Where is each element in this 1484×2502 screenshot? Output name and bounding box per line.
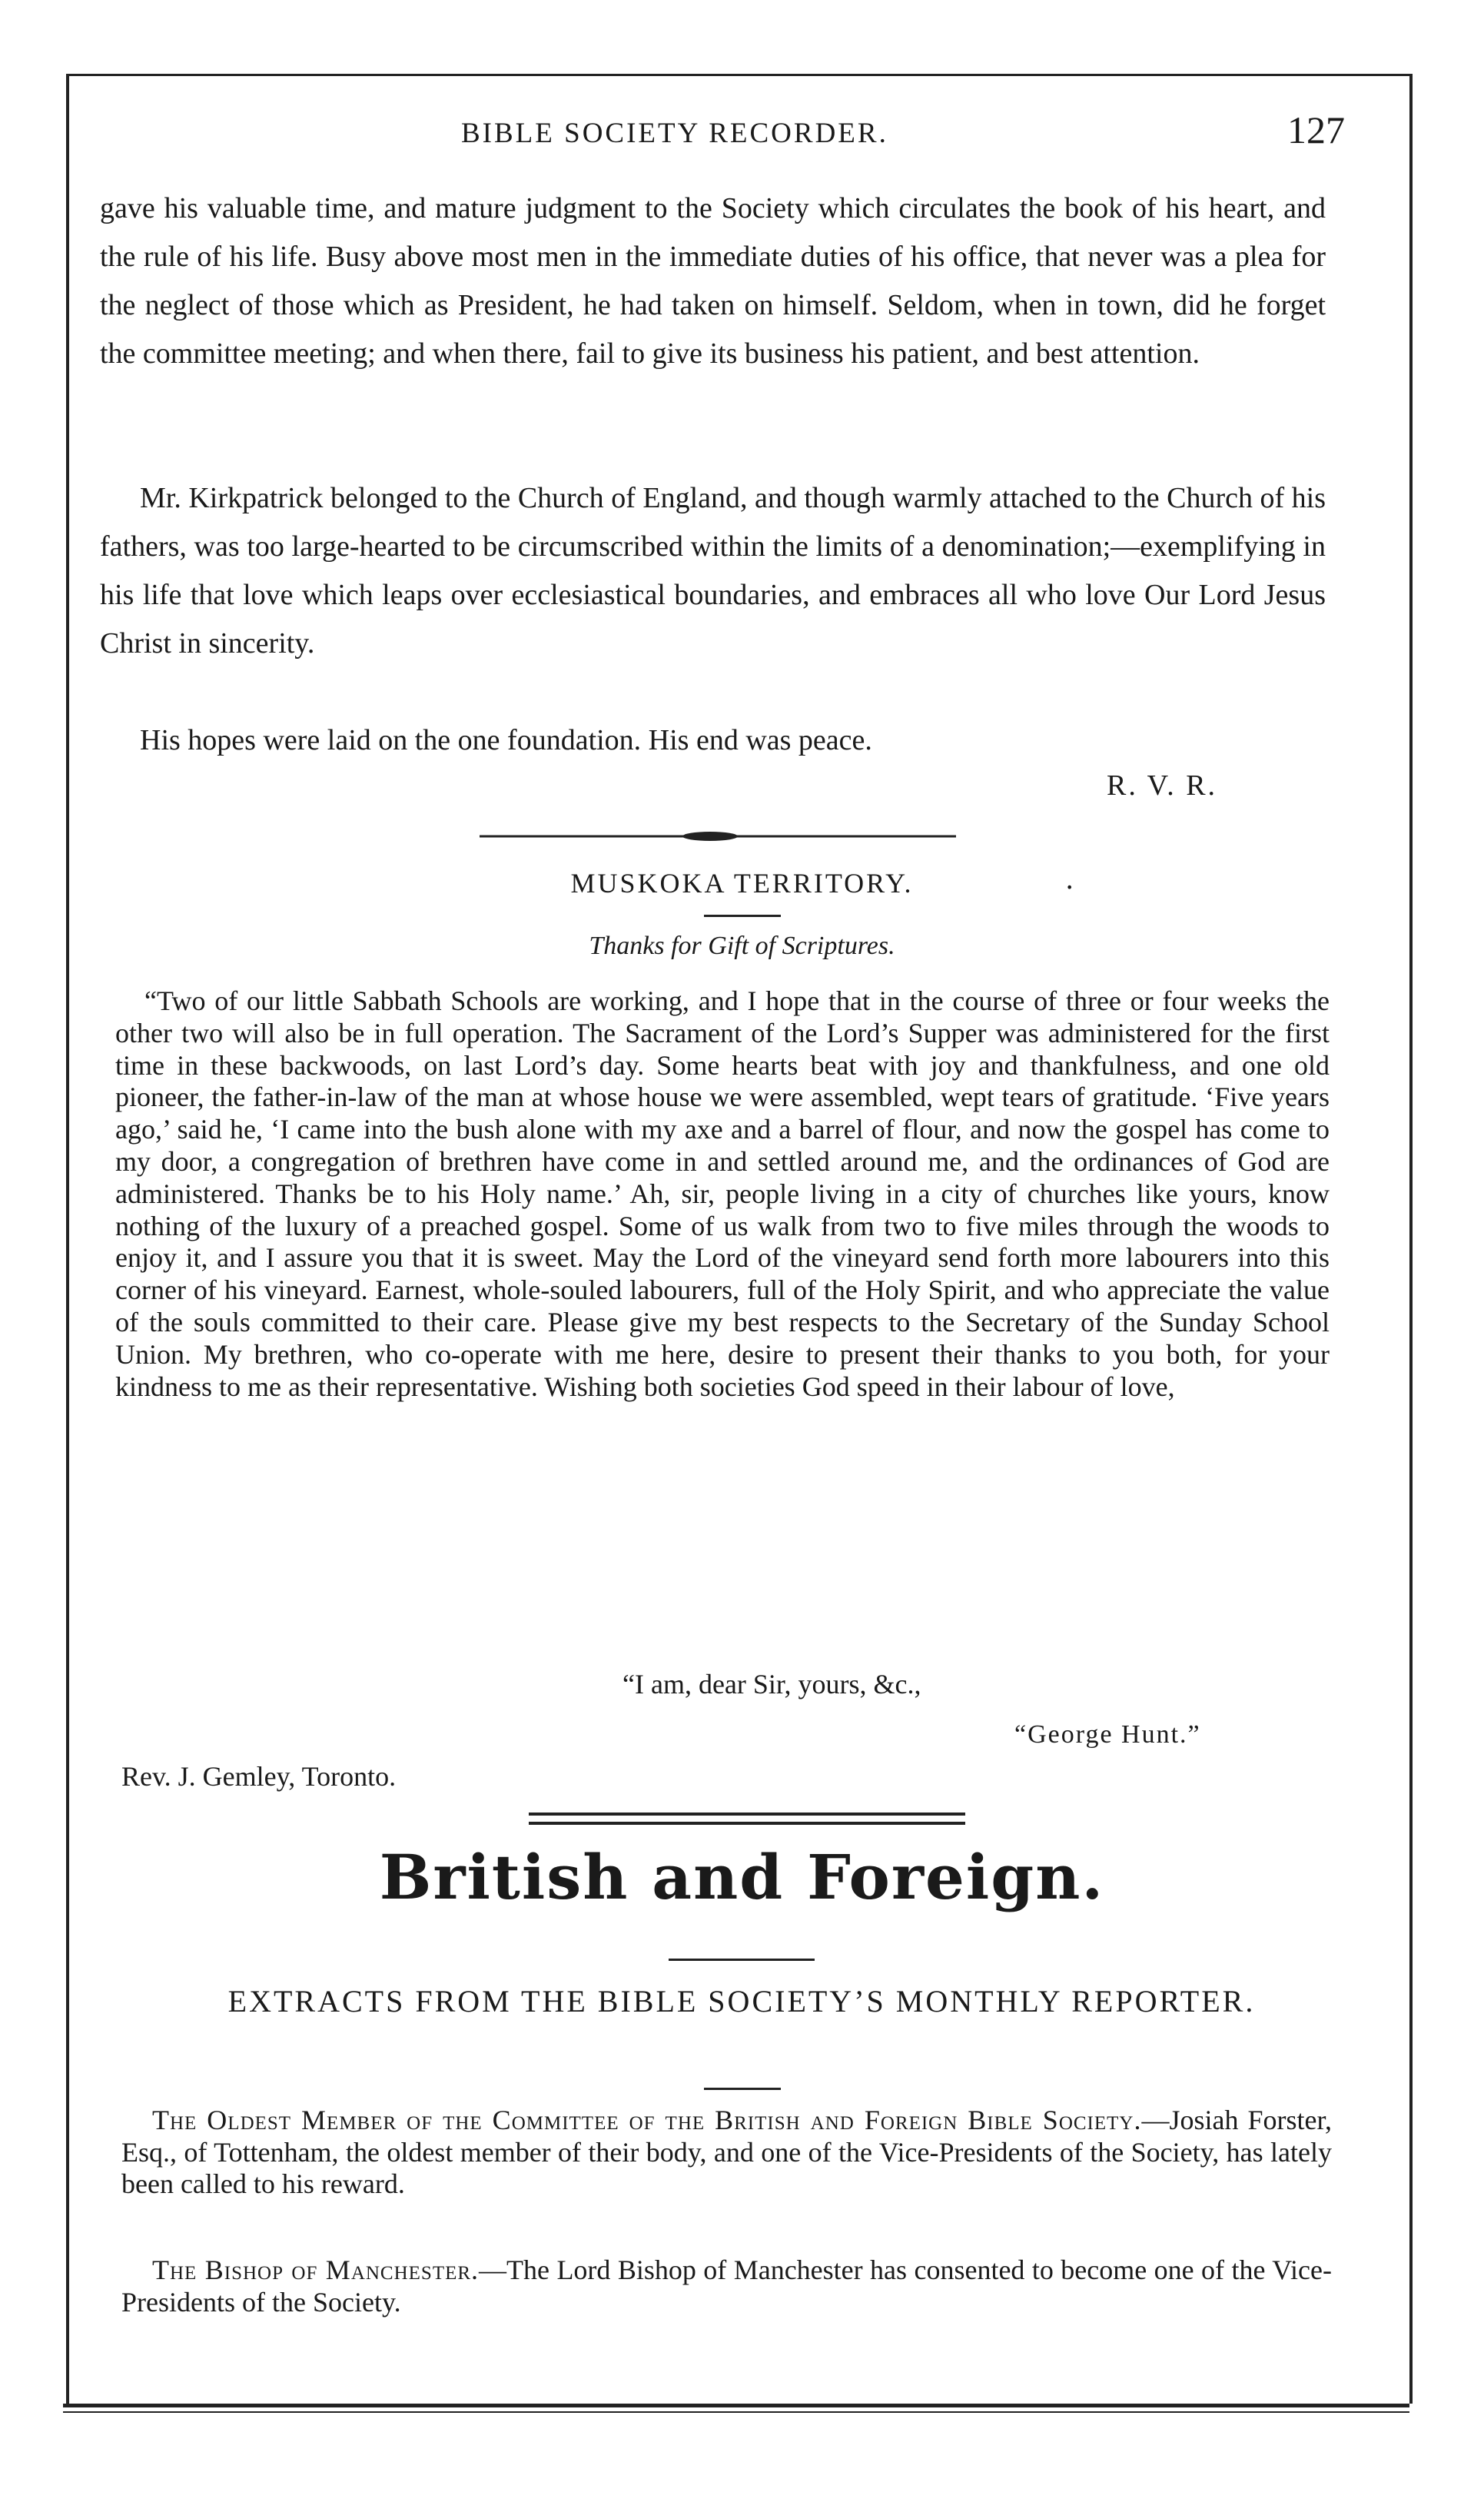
running-title: BIBLE SOCIETY RECORDER.	[461, 118, 888, 149]
obituary-paragraph-3: His hopes were laid on the one foundation. His end was peace.	[140, 724, 872, 756]
obituary-signature: R. V. R.	[1107, 769, 1218, 802]
news-item-1-lead: The Oldest Member of the Committee of the British and Foreign Bible Society.	[152, 2105, 1142, 2135]
news-item-bishop-manchester	[121, 2254, 1332, 2318]
muskoka-letter-body: “Two of our little Sabbath Schools are working, and I hope that in the course of three or four weeks the other two will also be in full operation. The Sacrament of the Lord’s Supper was administered for the first time in these backwoods, on last Lord’s day. Some hearts beat with joy and thankfulness, and one old pioneer, the father-in-law of the man at whose house we were assembled, wept tears of gratitude. ‘Five years ago,’ said he, ‘I came into the bush alone with my axe and a barrel of flour, and now the gospel has come to my door, a congregation of brethren have come in and settled around me, and the ordinances of God are administered. Thanks be to his Holy name.’ Ah, sir, people living in a city of churches like yours, know nothing of the luxury of a preached gospel. Some of us walk from two to five miles through the woods to enjoy it, and I assure you that it is sweet. May the Lord of the vineyard send forth more labourers into this corner of his vineyard. Earnest, whole-souled labourers, full of the Holy Spirit, and who appreciate the value of the souls committed to their care. Please give my best respects to the Secretary of the Sunday School Union. My brethren, who co-operate with me here, desire to present their thanks to you both, for your kindness to me as their representative. Wishing both societies God speed in their labour of love,	[115, 985, 1330, 1402]
muskoka-heading-rule	[704, 915, 781, 917]
obituary-paragraph-1: gave his valuable time, and mature judgment to the Society which circulates the book of his heart, and the rule of his life. Busy above most men in the immediate duties of his office, that never was a plea for the neglect of those which as President, he had taken on himself. Seldom, when in town, did he forget the committee meeting; and when there, fail to give its business his patient, and best attention.	[100, 192, 1326, 370]
section-title-rule	[669, 1959, 815, 1961]
page-number: 127	[1287, 108, 1345, 151]
news-item-2-text: —The Lord Bishop of Manchester has consented to become one of the Vice-Presidents of the Society.	[121, 2254, 1332, 2318]
news-item-1-text: —Josiah Forster, Esq., of Tottenham, the oldest member of their body, and one of the Vice-Presidents of the Society, has lately been called to his reward.	[121, 2105, 1332, 2199]
section-title: British and Foreign.	[379, 1841, 1105, 1913]
ornamental-rule	[480, 829, 956, 844]
muskoka-subheading: Thanks for Gift of Scriptures.	[589, 932, 895, 960]
bottom-rule-thin	[63, 2411, 1409, 2413]
letter-addressee: Rev. J. Gemley, Toronto.	[121, 1761, 397, 1792]
section-double-rule-bottom	[529, 1822, 965, 1825]
letter-closing: “I am, dear Sir, yours, &c.,	[622, 1669, 921, 1700]
bottom-rule	[63, 2404, 1409, 2407]
stray-dot: ·	[1065, 872, 1074, 904]
obituary-paragraph-2: Mr. Kirkpatrick belonged to the Church of England, and though warmly attached to the Church of his fathers, was too large-hearted to be circumscribed within the limits of a denomination;—exemplifying in his life that love which leaps over ecclesiastical boundaries, and embraces all who love Our Lord Jesus Christ in sincerity.	[100, 482, 1326, 660]
extracts-heading: EXTRACTS FROM THE BIBLE SOCIETY’S MONTHLY REPORTER.	[227, 1984, 1256, 2019]
letter-signer: “George Hunt.”	[1014, 1720, 1201, 1749]
section-double-rule-top	[529, 1813, 965, 1816]
news-item-oldest-member	[121, 2105, 1332, 2201]
news-item-2-lead: The Bishop of Manchester.	[152, 2254, 480, 2285]
running-head	[100, 108, 1368, 161]
muskoka-heading: MUSKOKA TERRITORY.	[570, 868, 914, 899]
extracts-heading-rule	[704, 2088, 781, 2090]
